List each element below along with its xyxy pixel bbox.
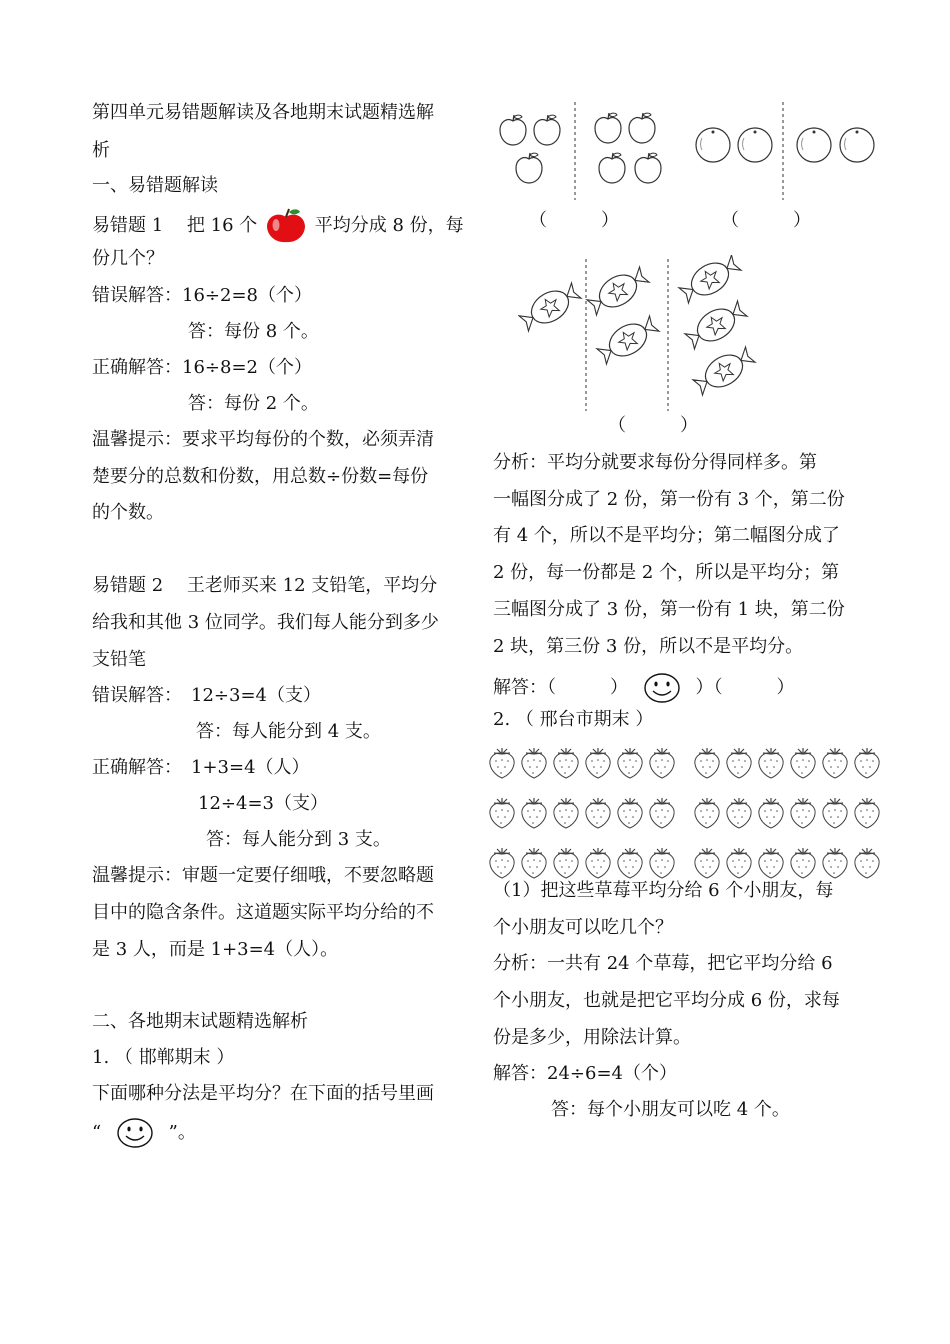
problem-1-rest: 平均分成 8 份，每 bbox=[314, 215, 464, 236]
strawberry-outline-icon bbox=[759, 848, 783, 878]
exam-2-analysis-cont: 个小朋友，也就是把它平均分成 6 份，求每 bbox=[493, 990, 840, 1011]
strawberry-outline-icon bbox=[490, 748, 514, 778]
problem-2-tip: 温馨提示：审题一定要仔细哦，不要忽略题 bbox=[92, 865, 434, 886]
open-quote: “ bbox=[92, 1122, 102, 1143]
problem-1-correct-answer: 答：每份 2 个。 bbox=[188, 393, 319, 414]
exam-2-analysis: 分析：一共有 24 个草莓，把它平均分给 6 bbox=[493, 953, 833, 974]
apple-outline-icon bbox=[599, 153, 625, 183]
answer-lead: 解答：（ ） bbox=[493, 677, 628, 698]
exam-1-source: 1. （ 邯郸期末 ） bbox=[92, 1047, 235, 1068]
answer-trail: ）（ ） bbox=[695, 677, 795, 698]
strawberry-outline-icon bbox=[823, 748, 847, 778]
section-heading-exams: 二、各地期末试题精选解析 bbox=[92, 1011, 308, 1032]
strawberry-outline-icon bbox=[727, 848, 751, 878]
strawberry-outline-icon bbox=[791, 798, 815, 828]
strawberry-outline-icon bbox=[650, 798, 674, 828]
answer-blank-candies[interactable]: （ ） bbox=[608, 415, 698, 436]
exam-2-answer: 答：每个小朋友可以吃 4 个。 bbox=[551, 1099, 790, 1120]
strawberry-outline-icon bbox=[586, 798, 610, 828]
answer-blank-oranges[interactable]: （ ） bbox=[721, 210, 811, 231]
strawberry-outline-icon bbox=[554, 798, 578, 828]
strawberry-outline-icon bbox=[727, 748, 751, 778]
strawberry-grid-figure bbox=[488, 748, 883, 883]
analysis-line-6: 2 块，第三份 3 份，所以不是平均分。 bbox=[493, 636, 804, 657]
exam-1-answer bbox=[493, 672, 794, 704]
strawberry-outline-icon bbox=[554, 848, 578, 878]
apple-group-2 bbox=[595, 113, 661, 183]
exam-2-source: 2. （ 邢台市期末 ） bbox=[493, 709, 654, 730]
problem-1-text bbox=[92, 208, 464, 244]
strawberry-outline-icon bbox=[650, 848, 674, 878]
exam-2-question: （1）把这些草莓平均分给 6 个小朋友，每 bbox=[493, 880, 834, 901]
problem-1-wrong-solution: 错误解答：16÷2=8（个） bbox=[92, 285, 312, 306]
candy-outline-icon bbox=[682, 297, 749, 354]
strawberry-outline-icon bbox=[759, 748, 783, 778]
candy-groups-figure bbox=[518, 255, 768, 415]
section-heading-errors: 一、易错题解读 bbox=[92, 175, 218, 196]
strawberry-outline-icon bbox=[727, 798, 751, 828]
analysis-line-1: 分析：平均分就要求每份分得同样多。第 bbox=[493, 452, 817, 473]
strawberry-outline-icon bbox=[759, 798, 783, 828]
strawberry-outline-icon bbox=[522, 798, 546, 828]
apple-outline-icon bbox=[516, 153, 542, 183]
problem-2-text-end: 支铅笔 bbox=[92, 649, 146, 670]
strawberry-outline-icon bbox=[791, 848, 815, 878]
problem-1-tip-cont: 楚要分的总数和份数，用总数÷份数=每份 bbox=[92, 466, 429, 487]
apple-group-1 bbox=[500, 115, 560, 183]
document-title-cont: 析 bbox=[92, 140, 110, 161]
orange-outline-icon bbox=[738, 128, 772, 162]
orange-group-2 bbox=[797, 128, 874, 162]
strawberry-outline-icon bbox=[823, 798, 847, 828]
candy-group-1 bbox=[518, 279, 584, 336]
problem-2-text: 易错题 2 王老师买来 12 支铅笔，平均分 bbox=[92, 575, 438, 596]
strawberry-outline-icon bbox=[695, 798, 719, 828]
problem-1-wrong-answer: 答：每份 8 个。 bbox=[188, 321, 319, 342]
problem-2-text-cont: 给我和其他 3 位同学。我们每人能分到多少 bbox=[92, 612, 439, 633]
strawberry-outline-icon bbox=[791, 748, 815, 778]
analysis-line-3: 有 4 个，所以不是平均分；第二幅图分成了 bbox=[493, 525, 840, 546]
candy-outline-icon bbox=[676, 255, 743, 307]
strawberry-outline-icon bbox=[618, 798, 642, 828]
problem-1-tip: 温馨提示：要求平均每份的个数，必须弄清 bbox=[92, 429, 434, 450]
strawberry-outline-icon bbox=[522, 748, 546, 778]
candy-group-3 bbox=[676, 255, 757, 399]
exam-2-analysis-end: 份是多少，用除法计算。 bbox=[493, 1027, 691, 1048]
analysis-line-2: 一幅图分成了 2 份，第一份有 3 个，第二份 bbox=[493, 489, 845, 510]
answer-blank-apples[interactable]: （ ） bbox=[529, 210, 619, 231]
apple-outline-icon bbox=[635, 153, 661, 183]
orange-group-1 bbox=[696, 128, 772, 162]
exam-1-question-cont bbox=[92, 1117, 196, 1149]
strawberry-outline-icon bbox=[586, 748, 610, 778]
strawberry-outline-icon bbox=[823, 848, 847, 878]
smiley-face-icon bbox=[642, 672, 682, 704]
problem-2-wrong-solution: 错误解答： 12÷3=4（支） bbox=[92, 685, 321, 706]
exam-2-solution: 解答：24÷6=4（个） bbox=[493, 1063, 677, 1084]
problem-2-correct-step2: 12÷4=3（支） bbox=[198, 793, 328, 814]
candy-outline-icon bbox=[584, 263, 651, 320]
problem-2-tip-cont: 目中的隐含条件。这道题实际平均分给的不 bbox=[92, 902, 434, 923]
strawberry-outline-icon bbox=[695, 748, 719, 778]
analysis-line-4: 2 份，每一份都是 2 个，所以是平均分；第 bbox=[493, 562, 840, 583]
analysis-line-5: 三幅图分成了 3 份，第一份有 1 块，第二份 bbox=[493, 599, 845, 620]
candy-outline-icon bbox=[594, 312, 661, 369]
strawberry-outline-icon bbox=[586, 848, 610, 878]
strawberry-outline-icon bbox=[695, 848, 719, 878]
close-quote: ”。 bbox=[168, 1122, 196, 1143]
red-apple-icon bbox=[265, 208, 307, 244]
apple-outline-icon bbox=[595, 113, 621, 143]
apple-outline-icon bbox=[629, 113, 655, 143]
problem-1-correct-solution: 正确解答：16÷8=2（个） bbox=[92, 357, 312, 378]
strawberry-outline-icon bbox=[618, 848, 642, 878]
problem-1-lead: 易错题 1 把 16 个 bbox=[92, 215, 258, 236]
problem-2-tip-end: 是 3 人，而是 1+3=4（人）。 bbox=[92, 939, 339, 960]
strawberry-outline-icon bbox=[855, 748, 879, 778]
strawberry-outline-icon bbox=[855, 848, 879, 878]
problem-1-tip-end: 的个数。 bbox=[92, 502, 164, 523]
strawberry-outline-icon bbox=[522, 848, 546, 878]
problem-2-wrong-answer: 答：每人能分到 4 支。 bbox=[196, 721, 381, 742]
exam-1-question: 下面哪种分法是平均分？在下面的括号里画 bbox=[92, 1083, 434, 1104]
orange-outline-icon bbox=[696, 128, 730, 162]
apple-outline-icon bbox=[500, 115, 526, 145]
problem-1-text-cont: 份几个？ bbox=[92, 248, 164, 269]
orange-outline-icon bbox=[840, 128, 874, 162]
problem-2-correct-solution: 正确解答： 1+3=4（人） bbox=[92, 757, 310, 778]
strawberry-outline-icon bbox=[618, 748, 642, 778]
strawberry-outline-icon bbox=[490, 848, 514, 878]
strawberry-outline-icon bbox=[650, 748, 674, 778]
fruit-groups-figure bbox=[493, 100, 888, 210]
exam-2-question-cont: 个小朋友可以吃几个？ bbox=[493, 917, 673, 938]
smiley-face-icon bbox=[115, 1117, 155, 1149]
strawberry-outline-icon bbox=[554, 748, 578, 778]
apple-outline-icon bbox=[534, 115, 560, 145]
strawberry-outline-icon bbox=[490, 798, 514, 828]
document-title: 第四单元易错题解读及各地期末试题精选解 bbox=[92, 102, 434, 123]
candy-outline-icon bbox=[518, 279, 584, 336]
problem-2-correct-answer: 答：每人能分到 3 支。 bbox=[206, 829, 391, 850]
candy-group-2 bbox=[584, 263, 661, 369]
orange-outline-icon bbox=[797, 128, 831, 162]
strawberry-outline-icon bbox=[855, 798, 879, 828]
candy-outline-icon bbox=[690, 343, 757, 400]
